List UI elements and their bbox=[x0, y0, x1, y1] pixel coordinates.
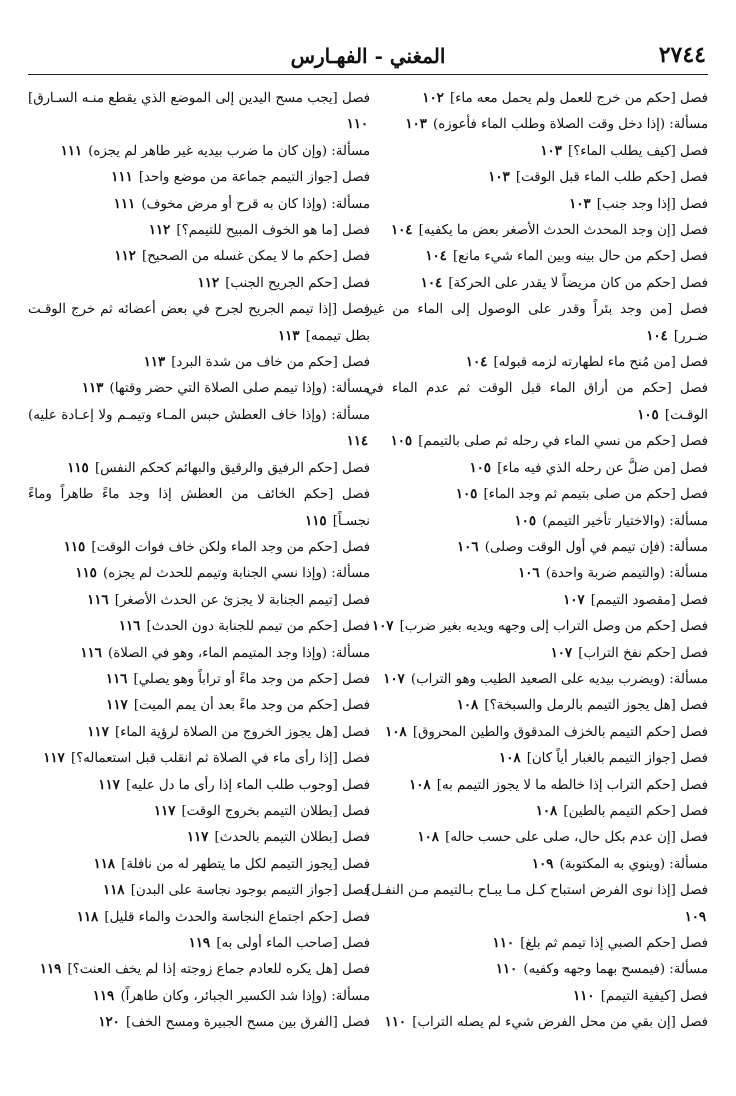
entry-title: مسألة: (فإن تيمم في أول الوقت وصلى) bbox=[484, 539, 708, 555]
entry-title: مسألة: (وإذا خاف العطش حبس المـاء وتيمـم ولا إعـادة عليه) bbox=[28, 407, 370, 423]
entry-title: فصل [حكم من صلى بتيمم ثم وجد الماء] bbox=[483, 487, 708, 503]
entry-page-number: ١٠٣ bbox=[540, 143, 562, 159]
entry-page-number: ١١٤ bbox=[346, 434, 368, 450]
index-entry bbox=[366, 588, 708, 614]
entry-title: فصل [إن عدم بكل حال، صلى على حسب حاله] bbox=[445, 830, 708, 846]
entry-page-number: ١١٢ bbox=[197, 275, 219, 291]
index-entry bbox=[366, 297, 708, 350]
index-entry bbox=[366, 720, 708, 746]
entry-title: فصل [مقصود التيمم] bbox=[590, 592, 708, 608]
entry-title: فصل [إن وجد المحدث الحدث الأصغر بعض ما يكفيه] bbox=[418, 223, 708, 239]
entry-page-number: ١١٦ bbox=[87, 592, 109, 608]
entry-page-number: ١١٦ bbox=[80, 645, 102, 661]
index-entry bbox=[28, 403, 370, 456]
index-entry bbox=[366, 244, 708, 270]
entry-page-number: ١٠٦ bbox=[457, 539, 479, 555]
entry-page-number: ١١٨ bbox=[76, 909, 99, 925]
index-entry bbox=[28, 165, 370, 191]
entry-title: فصل [حكم من وجد ماءً أو تراباً وهو يصلي] bbox=[133, 671, 370, 687]
entry-page-number: ١٠٧ bbox=[550, 645, 573, 661]
entry-title: فصل [إن بقي من محل الفرض شيء لم يصله التراب] bbox=[412, 1015, 708, 1031]
entry-page-number: ١٢٠ bbox=[98, 1015, 120, 1031]
index-entry bbox=[366, 376, 708, 429]
entry-page-number: ١١٠ bbox=[573, 988, 595, 1004]
entry-title: فصل [إذا وجد جنب] bbox=[596, 196, 708, 212]
entry-page-number: ١١٩ bbox=[92, 988, 115, 1004]
entry-page-number: ١١٠ bbox=[495, 962, 518, 978]
index-entry bbox=[366, 746, 708, 772]
entry-page-number: ١١٧ bbox=[98, 777, 120, 793]
index-entry bbox=[28, 720, 370, 746]
index-entry bbox=[366, 931, 708, 957]
index-entry bbox=[366, 218, 708, 244]
entry-title: فصل [حكم من حال بينه وبين الماء شيء مانع] bbox=[452, 249, 708, 265]
index-entry bbox=[28, 773, 370, 799]
entry-page-number: ١١٩ bbox=[39, 962, 62, 978]
index-entry bbox=[366, 165, 708, 191]
entry-title: فصل [حكم من وصل التراب إلى وجهه ويديه بغير ضرب] bbox=[399, 619, 708, 635]
entry-title: فصل [إذا تيمم الجريح لجرح في بعض أعضائه ثم خرج الوقـت بطل تيممه] bbox=[28, 302, 370, 344]
entry-title: فصل [حكم من نسي الماء في رحله ثم صلى بالتيمم] bbox=[418, 434, 708, 450]
index-entry bbox=[366, 878, 708, 931]
index-entry bbox=[366, 641, 708, 667]
index-entry bbox=[366, 535, 708, 561]
entry-page-number: ١٠٣ bbox=[488, 170, 510, 186]
index-entry bbox=[366, 799, 708, 825]
entry-title: مسألة: (والاختيار تأخير التيمم) bbox=[542, 513, 708, 529]
index-entry bbox=[366, 350, 708, 376]
index-entry bbox=[366, 192, 708, 218]
entry-title: فصل [الفرق بين مسح الجبيرة ومسح الخف] bbox=[126, 1015, 370, 1031]
index-entry bbox=[28, 482, 370, 535]
entry-page-number: ١٠٨ bbox=[499, 751, 521, 767]
entry-title: فصل [حكم من كان مريضاً لا يقدر على الحركة] bbox=[448, 275, 708, 291]
entry-page-number: ١١٦ bbox=[118, 619, 141, 635]
index-entry bbox=[28, 984, 370, 1010]
entry-page-number: ١١٧ bbox=[87, 724, 109, 740]
index-entry bbox=[28, 86, 370, 139]
index-entry bbox=[28, 588, 370, 614]
entry-page-number: ١٠٤ bbox=[425, 249, 447, 265]
index-entry bbox=[28, 852, 370, 878]
entry-page-number: ١١٥ bbox=[305, 513, 327, 529]
entry-page-number: ١١٥ bbox=[75, 566, 97, 582]
entry-page-number: ١٠٥ bbox=[455, 487, 478, 503]
entry-title: فصل [هل يجوز الخروج من الصلاة لرؤية الماء] bbox=[114, 724, 370, 740]
entry-title: فصل [حكم من وجد الماء ولكن خاف فوات الوقت] bbox=[91, 539, 370, 555]
entry-page-number: ١١٦ bbox=[105, 671, 128, 687]
index-entry bbox=[366, 693, 708, 719]
entry-title: فصل [حكم من وجد ماءً بعد أن يمم الميت] bbox=[133, 698, 370, 714]
entry-title: فصل [حكم اجتماع النجاسة والحدث والماء قليل] bbox=[104, 909, 370, 925]
entry-title: فصل [إذا رأى ماء في الصلاة ثم انقلب قبل استعماله؟] bbox=[70, 751, 370, 767]
entry-title: فصل [ما هو الخوف المبيح للتيمم؟] bbox=[176, 223, 370, 239]
entry-title: فصل [حكم من خاف من شدة البرد] bbox=[171, 355, 370, 371]
index-entry bbox=[366, 456, 708, 482]
entry-title: مسألة: (ويضرب بيديه على الصعيد الطيب وهو التراب) bbox=[410, 671, 708, 687]
entry-page-number: ١٠٥ bbox=[637, 407, 659, 423]
entry-title: فصل [حكم الخائف من العطش إذا وجد ماءً طاهراً وماءً نجسـاً] bbox=[28, 487, 370, 529]
entry-title: فصل [هل يجوز التيمم بالرمل والسبخة؟] bbox=[484, 698, 708, 714]
index-entry bbox=[28, 218, 370, 244]
index-entry bbox=[366, 984, 708, 1010]
index-entry bbox=[28, 878, 370, 904]
index-entry bbox=[28, 139, 370, 165]
entry-title: مسألة: (وإذا كان به قرح أو مرض مخوف) bbox=[141, 196, 370, 212]
entry-title: فصل [إذا نوى الفرض استباح كـل مـا يبـاح بـالتيمم مـن النفـل] bbox=[366, 883, 708, 899]
entry-page-number: ١١٧ bbox=[43, 751, 65, 767]
index-entry bbox=[28, 535, 370, 561]
entry-title: فصل [حكم الرفيق والرقيق والبهائم كحكم النفس] bbox=[94, 460, 370, 476]
index-entry bbox=[366, 667, 708, 693]
entry-page-number: ١٠٨ bbox=[535, 803, 558, 819]
entry-page-number: ١١٠ bbox=[346, 117, 368, 133]
index-entry bbox=[28, 561, 370, 587]
index-column-left bbox=[28, 86, 370, 1037]
entry-title: فصل [حكم من أراق الماء قبل الوقت ثم عدم الماء في الوقـت] bbox=[366, 381, 708, 423]
index-entry bbox=[28, 297, 370, 350]
entry-page-number: ١٠٧ bbox=[563, 592, 585, 608]
index-entry bbox=[366, 112, 708, 138]
entry-page-number: ١٠٩ bbox=[531, 856, 554, 872]
index-entry bbox=[28, 244, 370, 270]
entry-title: فصل [كيف يطلب الماء؟] bbox=[568, 143, 708, 159]
index-entry bbox=[28, 350, 370, 376]
page-number: ٢٧٤٤ bbox=[658, 42, 706, 68]
entry-page-number: ١٠٢ bbox=[422, 91, 444, 106]
entry-page-number: ١٠٨ bbox=[456, 698, 479, 714]
entry-page-number: ١١١ bbox=[60, 143, 82, 159]
index-entry bbox=[366, 509, 708, 535]
entry-page-number: ١٠٣ bbox=[405, 117, 427, 133]
entry-title: فصل [حكم التراب إذا خالطه ما لا يجوز التيمم به] bbox=[436, 777, 708, 793]
entry-title: مسألة: (والتيمم ضربة واحدة) bbox=[545, 566, 708, 582]
index-entry bbox=[366, 561, 708, 587]
title-separator: - bbox=[374, 44, 383, 68]
entry-title: فصل [حكم نفخ التراب] bbox=[578, 645, 708, 661]
entry-title: فصل [تيمم الجنابة لا يجزئ عن الحدث الأصغر] bbox=[114, 592, 370, 608]
entry-page-number: ١٠٣ bbox=[569, 196, 591, 212]
entry-page-number: ١٠٤ bbox=[420, 275, 443, 291]
entry-title: فصل [بطلان التيمم بالحدث] bbox=[214, 830, 370, 846]
index-entry bbox=[28, 667, 370, 693]
index-entry bbox=[366, 957, 708, 983]
entry-page-number: ١١٧ bbox=[106, 698, 128, 714]
entry-title: فصل [يجوز التيمم لكل ما يتطهر له من نافلة] bbox=[121, 856, 370, 872]
entry-page-number: ١١١ bbox=[113, 196, 136, 212]
entry-title: فصل [حكم الصبي إذا تيمم ثم بلغ] bbox=[520, 936, 708, 951]
entry-page-number: ١١٠ bbox=[492, 936, 514, 951]
entry-page-number: ١٠٨ bbox=[409, 777, 431, 793]
entry-page-number: ١١٧ bbox=[153, 803, 176, 819]
entry-page-number: ١١٣ bbox=[143, 355, 165, 371]
index-entry bbox=[28, 376, 370, 402]
entry-page-number: ١١٣ bbox=[278, 328, 300, 344]
entry-title: مسألة: (وإذا نسي الجنابة وتيمم للحدث لم يجزه) bbox=[103, 566, 370, 582]
entry-title: فصل [من ضلَّ عن رحله الذي فيه ماء] bbox=[497, 460, 708, 476]
entry-title: فصل [حكم ما لا يمكن غسله من الصحيح] bbox=[142, 249, 370, 265]
entry-page-number: ١٠٥ bbox=[514, 513, 536, 529]
entry-title: فصل [بطلان التيمم بخروج الوقت] bbox=[181, 803, 370, 819]
index-entry bbox=[366, 271, 708, 297]
entry-title: فصل [حكم طلب الماء قبل الوقت] bbox=[515, 170, 708, 186]
index-entry bbox=[366, 614, 708, 640]
entry-page-number: ١٠٩ bbox=[684, 909, 706, 925]
entry-page-number: ١١٨ bbox=[93, 856, 115, 872]
index-entry bbox=[28, 271, 370, 297]
entry-title: مسألة: (وإن كان ما ضرب بيديه غير طاهر لم يجزه) bbox=[88, 143, 370, 159]
entry-title: فصل [حكم من خرج للعمل ولم يحمل معه ماء] bbox=[449, 91, 708, 106]
entry-page-number: ١٠٨ bbox=[417, 830, 439, 846]
index-entry bbox=[366, 429, 708, 455]
index-column-right bbox=[366, 86, 708, 1037]
entry-page-number: ١١١ bbox=[111, 170, 133, 186]
index-entry bbox=[366, 773, 708, 799]
entry-page-number: ١١٣ bbox=[81, 381, 104, 397]
book-title: المغني bbox=[389, 44, 446, 68]
entry-title: فصل [جواز التيمم بوجود نجاسة على البدن] bbox=[130, 883, 370, 899]
entry-title: فصل [هل يكره للعادم جماع زوجته إذا لم يخف العنت؟] bbox=[67, 962, 370, 978]
entry-page-number: ١٠٦ bbox=[518, 566, 540, 582]
index-entry bbox=[366, 139, 708, 165]
entry-page-number: ١٠٧ bbox=[383, 671, 405, 687]
entry-page-number: ١١٠ bbox=[384, 1015, 407, 1031]
index-entry bbox=[28, 905, 370, 931]
entry-title: فصل [حكم الجريح الجنب] bbox=[225, 275, 370, 291]
entry-title: مسألة: (وإذا شد الكسير الجبائر، وكان طاهراً) bbox=[120, 988, 370, 1004]
entry-title: فصل [جواز التيمم جماعة من موضع واحد] bbox=[138, 170, 370, 186]
entry-title: فصل [يجب مسح اليدين إلى الموضع الذي يقطع منـه السـارق] bbox=[28, 91, 370, 106]
entry-title: فصل [من مُنح ماء لطهارته لزمه قبوله] bbox=[493, 355, 708, 371]
entry-page-number: ١١٥ bbox=[63, 539, 86, 555]
entry-page-number: ١١٧ bbox=[186, 830, 209, 846]
entry-page-number: ١٠٤ bbox=[390, 223, 413, 239]
index-entry bbox=[366, 825, 708, 851]
index-entry bbox=[28, 456, 370, 482]
entry-title: مسألة: (وينوي به المكتوبة) bbox=[559, 856, 708, 872]
entry-page-number: ١١٩ bbox=[188, 936, 211, 951]
entry-title: فصل [وجوب طلب الماء إذا رأى ما دل عليه] bbox=[125, 777, 370, 793]
index-entry bbox=[28, 931, 370, 957]
index-entry bbox=[28, 799, 370, 825]
entry-title: فصل [صاحب الماء أولى به] bbox=[216, 936, 370, 951]
index-entry bbox=[28, 614, 370, 640]
entry-title: فصل [حكم من تيمم للجنابة دون الحدث] bbox=[146, 619, 370, 635]
section-title: الفهـارس bbox=[290, 44, 368, 68]
entry-title: فصل [كيفية التيمم] bbox=[600, 988, 708, 1004]
entry-page-number: ١١٢ bbox=[148, 223, 171, 239]
entry-title: مسألة: (إذا دخل وقت الصلاة وطلب الماء فأعوزه) bbox=[433, 117, 708, 133]
page-title bbox=[30, 44, 706, 68]
header-rule bbox=[28, 74, 708, 75]
index-entry bbox=[28, 693, 370, 719]
entry-title: مسألة: (فيمسح بهما وجهه وكفيه) bbox=[523, 962, 708, 978]
entry-page-number: ١١٨ bbox=[103, 883, 125, 899]
index-entry bbox=[28, 825, 370, 851]
entry-page-number: ١٠٥ bbox=[390, 434, 413, 450]
entry-page-number: ١٠٨ bbox=[385, 724, 407, 740]
index-entry bbox=[366, 1010, 708, 1036]
entry-title: مسألة: (وإذا تيمم صلى الصلاة التي حضر وقتها) bbox=[109, 381, 370, 397]
entry-title: فصل [حكم التيمم بالطين] bbox=[563, 803, 708, 819]
index-entry bbox=[366, 482, 708, 508]
index-entry bbox=[366, 852, 708, 878]
entry-page-number: ١١٢ bbox=[114, 249, 136, 265]
entry-title: فصل [من وجد بئراً وقدر على الوصول إلى الماء من غير ضـرر] bbox=[366, 302, 708, 344]
entry-title: مسألة: (وإذا وجد المتيمم الماء، وهو في الصلاة) bbox=[108, 645, 370, 661]
index-entry bbox=[28, 192, 370, 218]
entry-title: فصل [جواز التيمم بالغبار أياً كان] bbox=[526, 751, 708, 767]
entry-page-number: ١٠٤ bbox=[465, 355, 488, 371]
page-header bbox=[30, 40, 706, 74]
index-entry bbox=[366, 86, 708, 112]
entry-page-number: ١٠٧ bbox=[371, 619, 394, 635]
index-entry bbox=[28, 957, 370, 983]
entry-page-number: ١٠٤ bbox=[646, 328, 668, 344]
entry-page-number: ١١٥ bbox=[67, 460, 89, 476]
index-entry bbox=[28, 641, 370, 667]
entry-title: فصل [حكم التيمم بالخزف المدقوق والطين المحروق] bbox=[412, 724, 708, 740]
entry-page-number: ١٠٥ bbox=[469, 460, 491, 476]
index-entry bbox=[28, 1010, 370, 1036]
index-entry bbox=[28, 746, 370, 772]
